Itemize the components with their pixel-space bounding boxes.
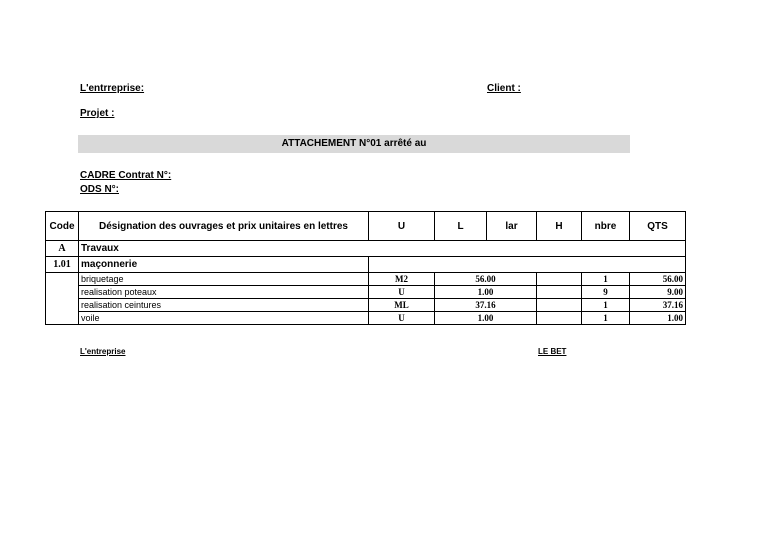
row-quantity: 37.16: [630, 299, 686, 312]
code-empty-cell: [46, 273, 79, 325]
col-header-l: L: [435, 212, 487, 241]
section-row: [46, 241, 686, 257]
col-header-code: Code: [46, 212, 79, 241]
row-height: [537, 286, 582, 299]
col-header-nbre: nbre: [582, 212, 630, 241]
col-header-lar: lar: [487, 212, 537, 241]
row-quantity: 1.00: [630, 312, 686, 325]
row-designation: voile: [79, 312, 369, 325]
table-row: [46, 312, 686, 325]
cadre-contrat-label: CADRE Contrat N°:: [80, 170, 172, 181]
row-unit: ML: [369, 299, 435, 312]
row-height: [537, 299, 582, 312]
table-header-row: [46, 212, 686, 241]
client-label: Client :: [487, 83, 521, 94]
subsection-empty-cell: [369, 257, 686, 273]
col-header-h: H: [537, 212, 582, 241]
projet-label: Projet :: [80, 108, 115, 119]
row-designation: realisation ceintures: [79, 299, 369, 312]
row-quantity: 56.00: [630, 273, 686, 286]
footer-bet-label: LE BET: [538, 347, 567, 356]
table-row: [46, 286, 686, 299]
subsection-row: [46, 257, 686, 273]
row-count: 1: [582, 299, 630, 312]
row-unit: U: [369, 286, 435, 299]
section-label: Travaux: [79, 241, 686, 257]
attachement-banner: ATTACHEMENT N°01 arrêté au: [78, 135, 630, 153]
row-designation: briquetage: [79, 273, 369, 286]
row-quantity: 9.00: [630, 286, 686, 299]
ods-label: ODS N°:: [80, 184, 119, 195]
row-length: 37.16: [435, 299, 537, 312]
table-row: [46, 299, 686, 312]
table-row: [46, 273, 686, 286]
row-unit: U: [369, 312, 435, 325]
row-unit: M2: [369, 273, 435, 286]
row-count: 1: [582, 273, 630, 286]
subsection-code: 1.01: [46, 257, 79, 273]
row-height: [537, 312, 582, 325]
footer-entreprise-label: L'entreprise: [80, 347, 126, 356]
section-code: A: [46, 241, 79, 257]
row-length: 56.00: [435, 273, 537, 286]
col-header-u: U: [369, 212, 435, 241]
subsection-label: maçonnerie: [79, 257, 369, 273]
row-count: 9: [582, 286, 630, 299]
row-designation: realisation poteaux: [79, 286, 369, 299]
attachment-table: [45, 211, 686, 325]
row-length: 1.00: [435, 312, 537, 325]
row-length: 1.00: [435, 286, 537, 299]
col-header-qts: QTS: [630, 212, 686, 241]
row-height: [537, 273, 582, 286]
row-count: 1: [582, 312, 630, 325]
col-header-designation: Désignation des ouvrages et prix unitaires en lettres: [79, 212, 369, 241]
entreprise-label: L'entrreprise:: [80, 83, 145, 94]
